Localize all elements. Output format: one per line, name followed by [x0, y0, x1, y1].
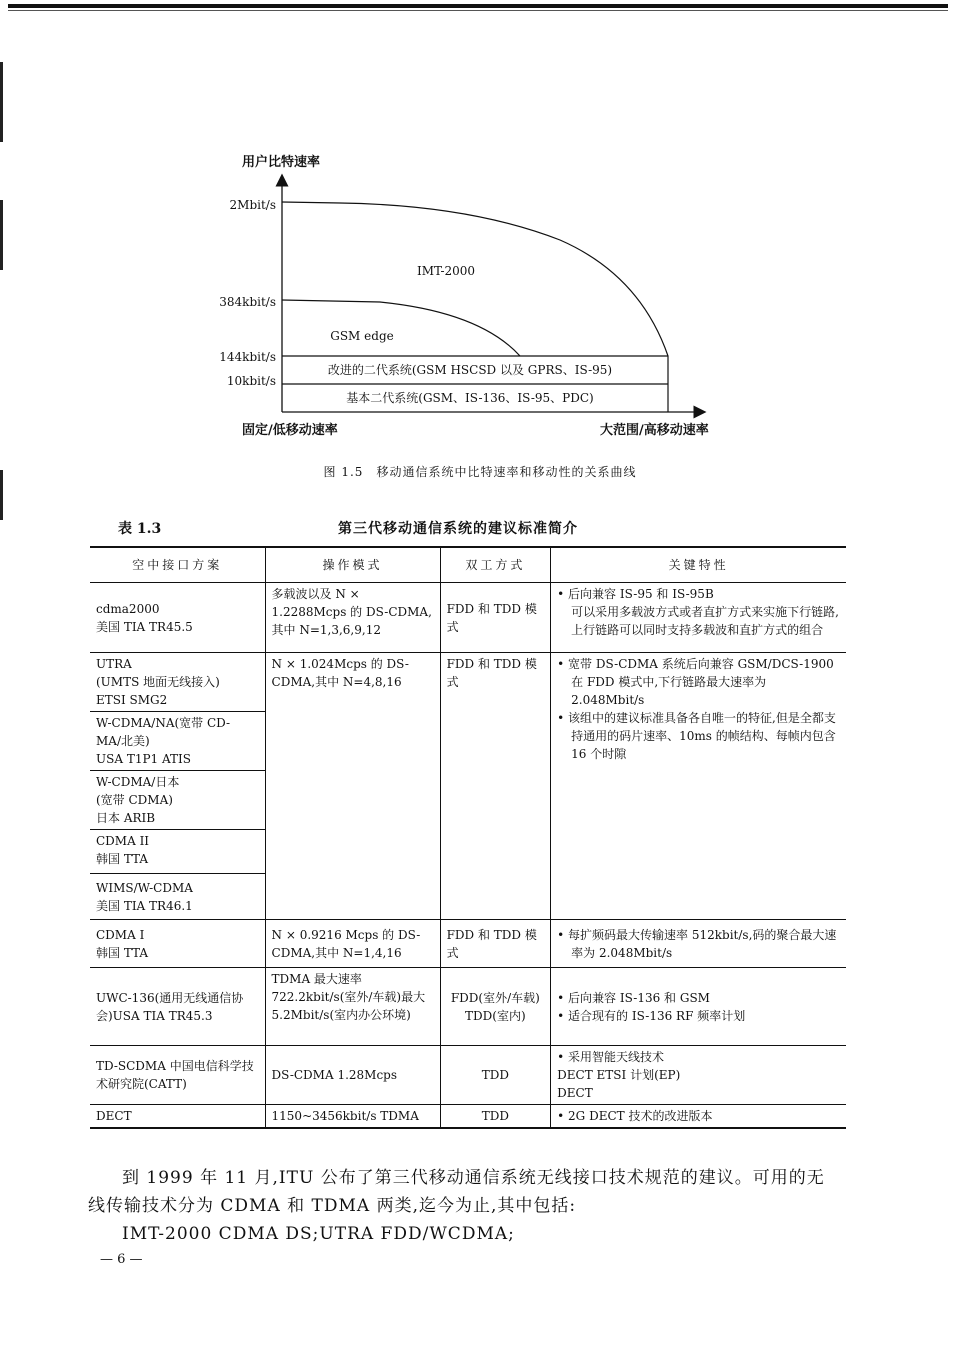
feature-item: • 后向兼容 IS-95 和 IS-95B [557, 587, 714, 601]
y-tick-144kbit: 144kbit/s [219, 350, 276, 364]
feature-item: DECT ETSI 计划(EP) [557, 1068, 681, 1082]
scheme-desc: (宽带 CDMA) [96, 793, 173, 807]
scheme-org: 美国 TIA TR46.1 [96, 898, 193, 913]
header-features: 关键特性 [551, 547, 846, 583]
duplex-cell: FDD 和 TDD 模式 [440, 920, 551, 968]
features-cell [551, 1105, 846, 1129]
features-cell [551, 653, 846, 920]
scheme-org: 韩国 TTA [96, 945, 149, 960]
duplex-indoor: TDD(室内) [465, 1008, 526, 1023]
scheme-cell: DECT [90, 1105, 265, 1129]
table-row [90, 968, 846, 1046]
table-number: 表 1.3 [118, 521, 162, 537]
scheme-cell [90, 712, 265, 771]
duplex-cell: FDD 和 TDD 模式 [440, 583, 551, 653]
features-cell [551, 920, 846, 968]
scheme-name: W-CDMA/日本 [96, 775, 180, 789]
imt2000-label: IMT-2000 [416, 264, 476, 278]
page-number: — 6 — [100, 1252, 143, 1267]
mode-cell: TDMA 最大速率 722.2kbit/s(室外/车载)最大 5.2Mbit/s(室内办公环境) [265, 968, 440, 1046]
features-cell [551, 1046, 846, 1105]
feature-item: • 该组中的建议标准具备各自唯一的特征,但是全都支持通用的码片速率、10ms 的帧结构、每帧内包含 16 个时隙 [557, 711, 836, 761]
body-paragraph-line2: 线传输技术分为 CDMA 和 TDMA 两类,迄今为止,其中包括: [88, 1196, 577, 1216]
scheme-org: 美国 TIA TR45.5 [96, 619, 193, 634]
scheme-cell [90, 583, 265, 653]
scheme-org: ETSI SMG2 [96, 693, 168, 707]
mode-cell: 多载波以及 N × 1.2288Mcps 的 DS-CDMA,其中 N=1,3,6,9,12 [265, 583, 440, 653]
feature-item: DECT [557, 1086, 593, 1100]
scheme-name: cdma2000 [96, 601, 160, 616]
scheme-org: 日本 ARIB [96, 811, 156, 825]
table-header-row [90, 547, 846, 583]
scheme-name: CDMA I [96, 927, 145, 942]
features-cell [551, 968, 846, 1046]
feature-item: • 宽带 DS-CDMA 系统后向兼容 GSM/DCS-1900 在 FDD 模式中,下行链路最大速率为 2.048Mbit/s [557, 657, 834, 707]
header-duplex: 双工方式 [440, 547, 551, 583]
scheme-desc: (UMTS 地面无线接入) [96, 675, 220, 689]
body-paragraph-line1: 到 1999 年 11 月,ITU 公布了第三代移动通信系统无线接口技术规范的建议。可用的无 [122, 1168, 825, 1188]
gsm-edge-curve [282, 300, 520, 356]
x-right-label: 大范围/高移动速率 [600, 423, 709, 438]
improved-2g-label: 改进的二代系统(GSM HSCSD 以及 GPRS、IS-95) [327, 363, 613, 377]
scheme-org: 韩国 TTA [96, 852, 149, 866]
scheme-cell: UWC-136(通用无线通信协会)USA TIA TR45.3 [90, 968, 265, 1046]
scheme-cell: TD-SCDMA 中国电信科学技术研究院(CATT) [90, 1046, 265, 1105]
scheme-name: UTRA [96, 657, 132, 671]
scheme-cell [90, 830, 265, 874]
header-mode: 操作模式 [265, 547, 440, 583]
feature-item: • 每扩频码最大传输速率 512kbit/s,码的聚合最大速率为 2.048Mbit/s [557, 927, 837, 960]
gsm-edge-label: GSM edge [330, 329, 394, 343]
duplex-cell [440, 968, 551, 1046]
duplex-cell: TDD [440, 1046, 551, 1105]
feature-item: • 2G DECT 技术的改进版本 [557, 1109, 713, 1123]
features-cell [551, 583, 846, 653]
table-title: 第三代移动通信系统的建议标准简介 [338, 521, 578, 537]
x-left-label: 固定/低移动速率 [242, 423, 338, 438]
scheme-name: CDMA II [96, 834, 150, 848]
mode-cell: N × 0.9216 Mcps 的 DS-CDMA,其中 N=1,4,16 [265, 920, 440, 968]
table-row [90, 1105, 846, 1129]
imt2000-curve [282, 202, 668, 412]
scheme-name: W-CDMA/NA(宽带 CD- [96, 716, 231, 730]
feature-item: • 后向兼容 IS-136 和 GSM [557, 990, 710, 1005]
scheme-cell [90, 920, 265, 968]
table-row [90, 1046, 846, 1105]
mode-cell: 1150~3456kbit/s TDMA [265, 1105, 440, 1129]
figure-caption: 图 1.5 移动通信系统中比特速率和移动性的关系曲线 [323, 465, 637, 479]
basic-2g-label: 基本二代系统(GSM、IS-136、IS-95、PDC) [346, 391, 594, 405]
duplex-cell: TDD [440, 1105, 551, 1129]
bitrate-mobility-figure [0, 0, 960, 500]
scheme-name: WIMS/W-CDMA [96, 880, 193, 895]
body-paragraph-2: IMT-2000 CDMA DS;UTRA FDD/WCDMA; [122, 1224, 515, 1244]
scheme-cell [90, 771, 265, 830]
feature-item: 可以采用多载波方式或者直扩方式来实施下行链路,上行链路可以同时支持多载波和直扩方式的组合 [571, 605, 839, 637]
scheme-cell [90, 653, 265, 712]
scheme-cell [90, 874, 265, 920]
scheme-desc: MA/北美) [96, 734, 150, 748]
y-tick-2mbit: 2Mbit/s [229, 198, 276, 212]
y-tick-384kbit: 384kbit/s [219, 295, 276, 309]
mode-cell: DS-CDMA 1.28Mcps [265, 1046, 440, 1105]
duplex-outdoor: FDD(室外/车载) [450, 990, 540, 1005]
duplex-cell: FDD 和 TDD 模式 [440, 653, 551, 920]
standards-table [90, 546, 846, 1129]
table-row [90, 583, 846, 653]
table-row [90, 653, 846, 712]
table-row [90, 920, 846, 968]
y-axis-title: 用户比特速率 [242, 155, 321, 170]
header-scheme: 空中接口方案 [90, 547, 265, 583]
scheme-org: USA T1P1 ATIS [96, 752, 191, 766]
mode-cell: N × 1.024Mcps 的 DS-CDMA,其中 N=4,8,16 [265, 653, 440, 920]
feature-item: • 采用智能天线技术 [557, 1050, 665, 1064]
feature-item: • 适合现有的 IS-136 RF 频率计划 [557, 1008, 746, 1023]
y-tick-10kbit: 10kbit/s [226, 374, 276, 388]
